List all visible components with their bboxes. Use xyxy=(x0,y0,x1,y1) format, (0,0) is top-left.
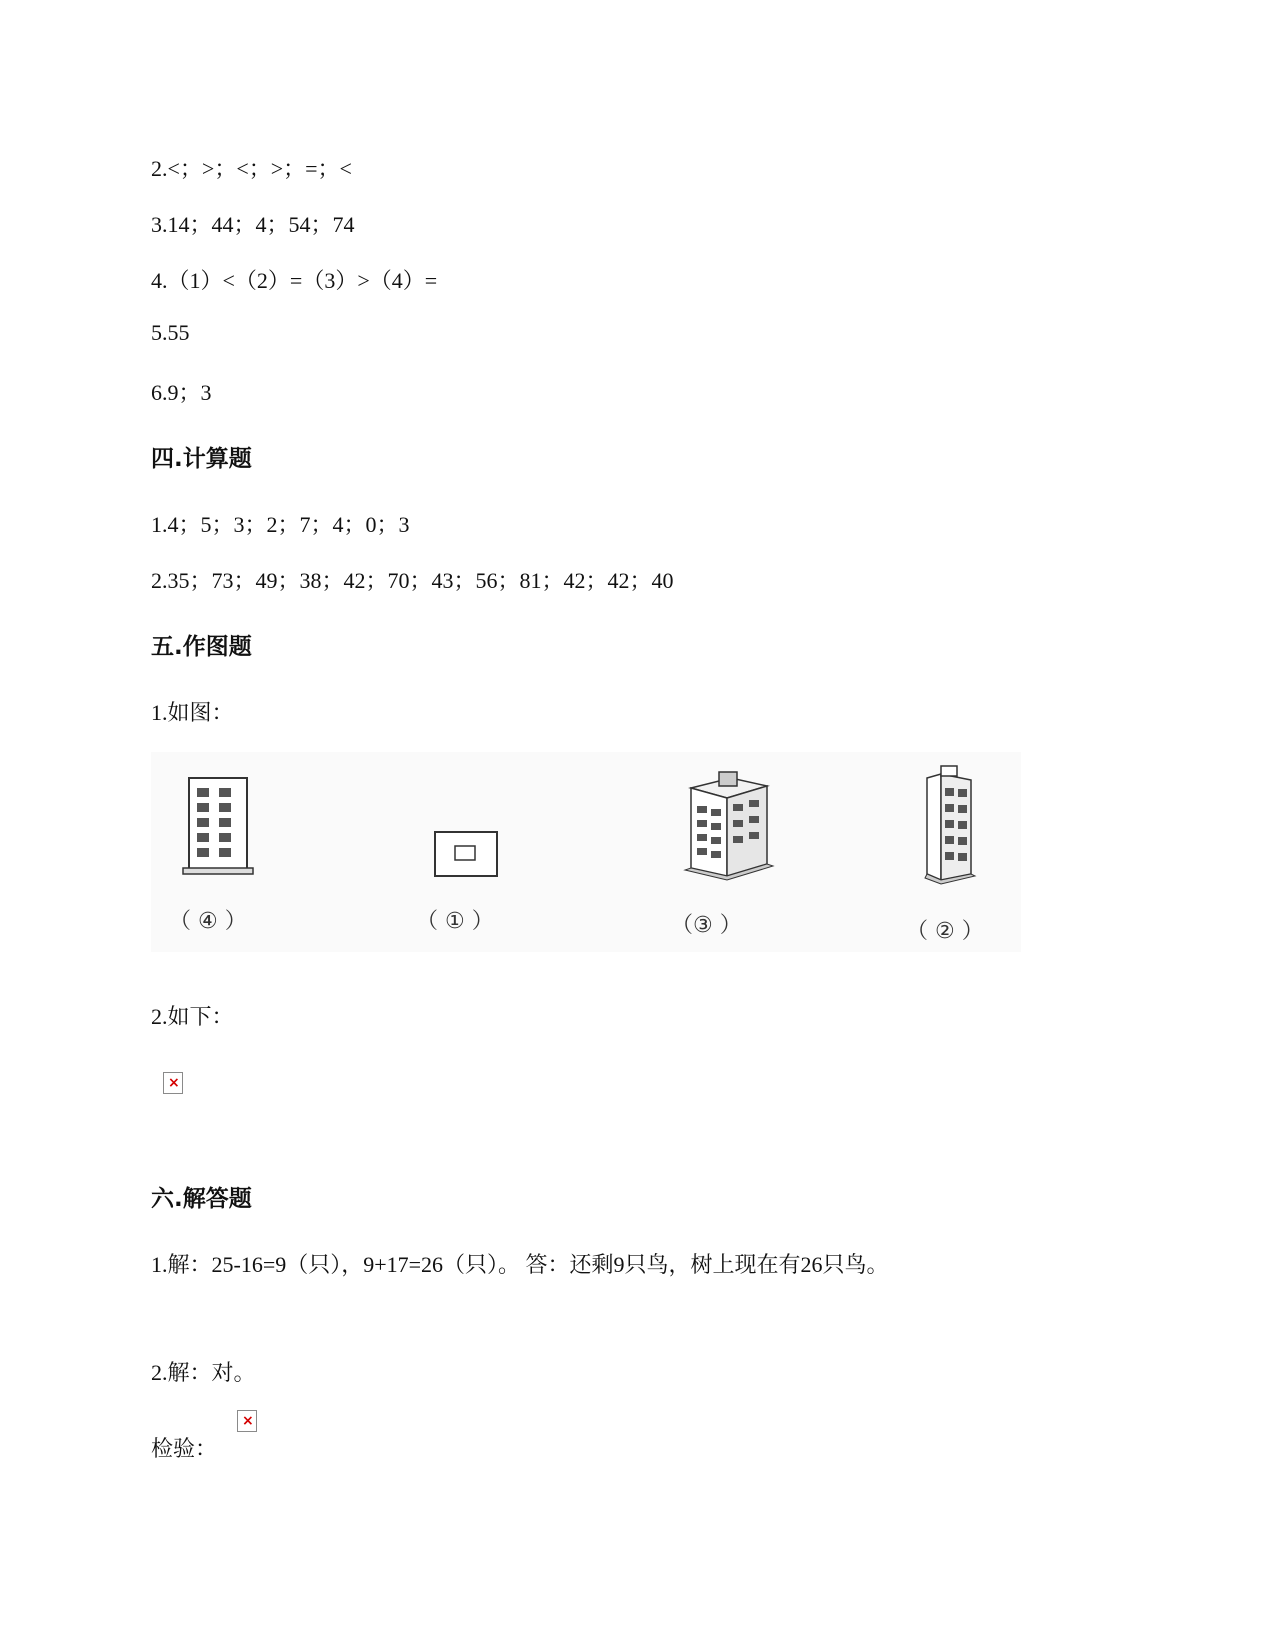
building-front-view xyxy=(181,770,261,885)
broken-image-glyph: × xyxy=(242,1413,254,1429)
broken-image-glyph: × xyxy=(168,1075,180,1091)
figure-label-front: （ ④ ） xyxy=(169,909,247,934)
section-heading-drawing: 五.作图题 xyxy=(151,634,252,660)
answer-2-comparisons: 2.<；>；<；>；=；< xyxy=(151,156,352,181)
building-views-figure xyxy=(151,752,1021,952)
building-side-view xyxy=(919,762,989,897)
figure-label-side: （ ② ） xyxy=(906,919,984,944)
calc-answer-2: 2.35；73；49；38；42；70；43；56；81；42；42；40 xyxy=(151,568,674,593)
answer-3-numbers: 3.14；44；4；54；74 xyxy=(151,212,355,237)
broken-image-icon xyxy=(163,1072,183,1094)
building-perspective-view xyxy=(671,758,781,893)
drawing-answer-2-intro: 2.如下： xyxy=(151,1004,234,1029)
answer-6: 6.9；3 xyxy=(151,380,212,405)
word-problem-answer-1: 1.解：25-16=9（只），9+17=26（只）。 答：还剩9只鸟，树上现在有26只鸟。 xyxy=(151,1252,889,1277)
verification-label: 检验： xyxy=(151,1436,218,1461)
section-heading-calculation: 四.计算题 xyxy=(151,446,252,472)
section-heading-word-problems: 六.解答题 xyxy=(151,1186,252,1212)
word-problem-answer-2: 2.解：对。 xyxy=(151,1360,256,1385)
building-top-view xyxy=(431,828,501,887)
figure-label-perspective: （③ ） xyxy=(671,913,742,938)
drawing-answer-1-intro: 1.如图： xyxy=(151,700,234,725)
figure-label-top: （ ① ） xyxy=(416,909,494,934)
calc-answer-1: 1.4；5；3；2；7；4；0；3 xyxy=(151,512,410,537)
answer-5: 5.55 xyxy=(151,320,190,345)
answer-4-comparisons: 4.（1）<（2）=（3）>（4）= xyxy=(151,268,438,293)
broken-image-icon xyxy=(237,1410,257,1432)
